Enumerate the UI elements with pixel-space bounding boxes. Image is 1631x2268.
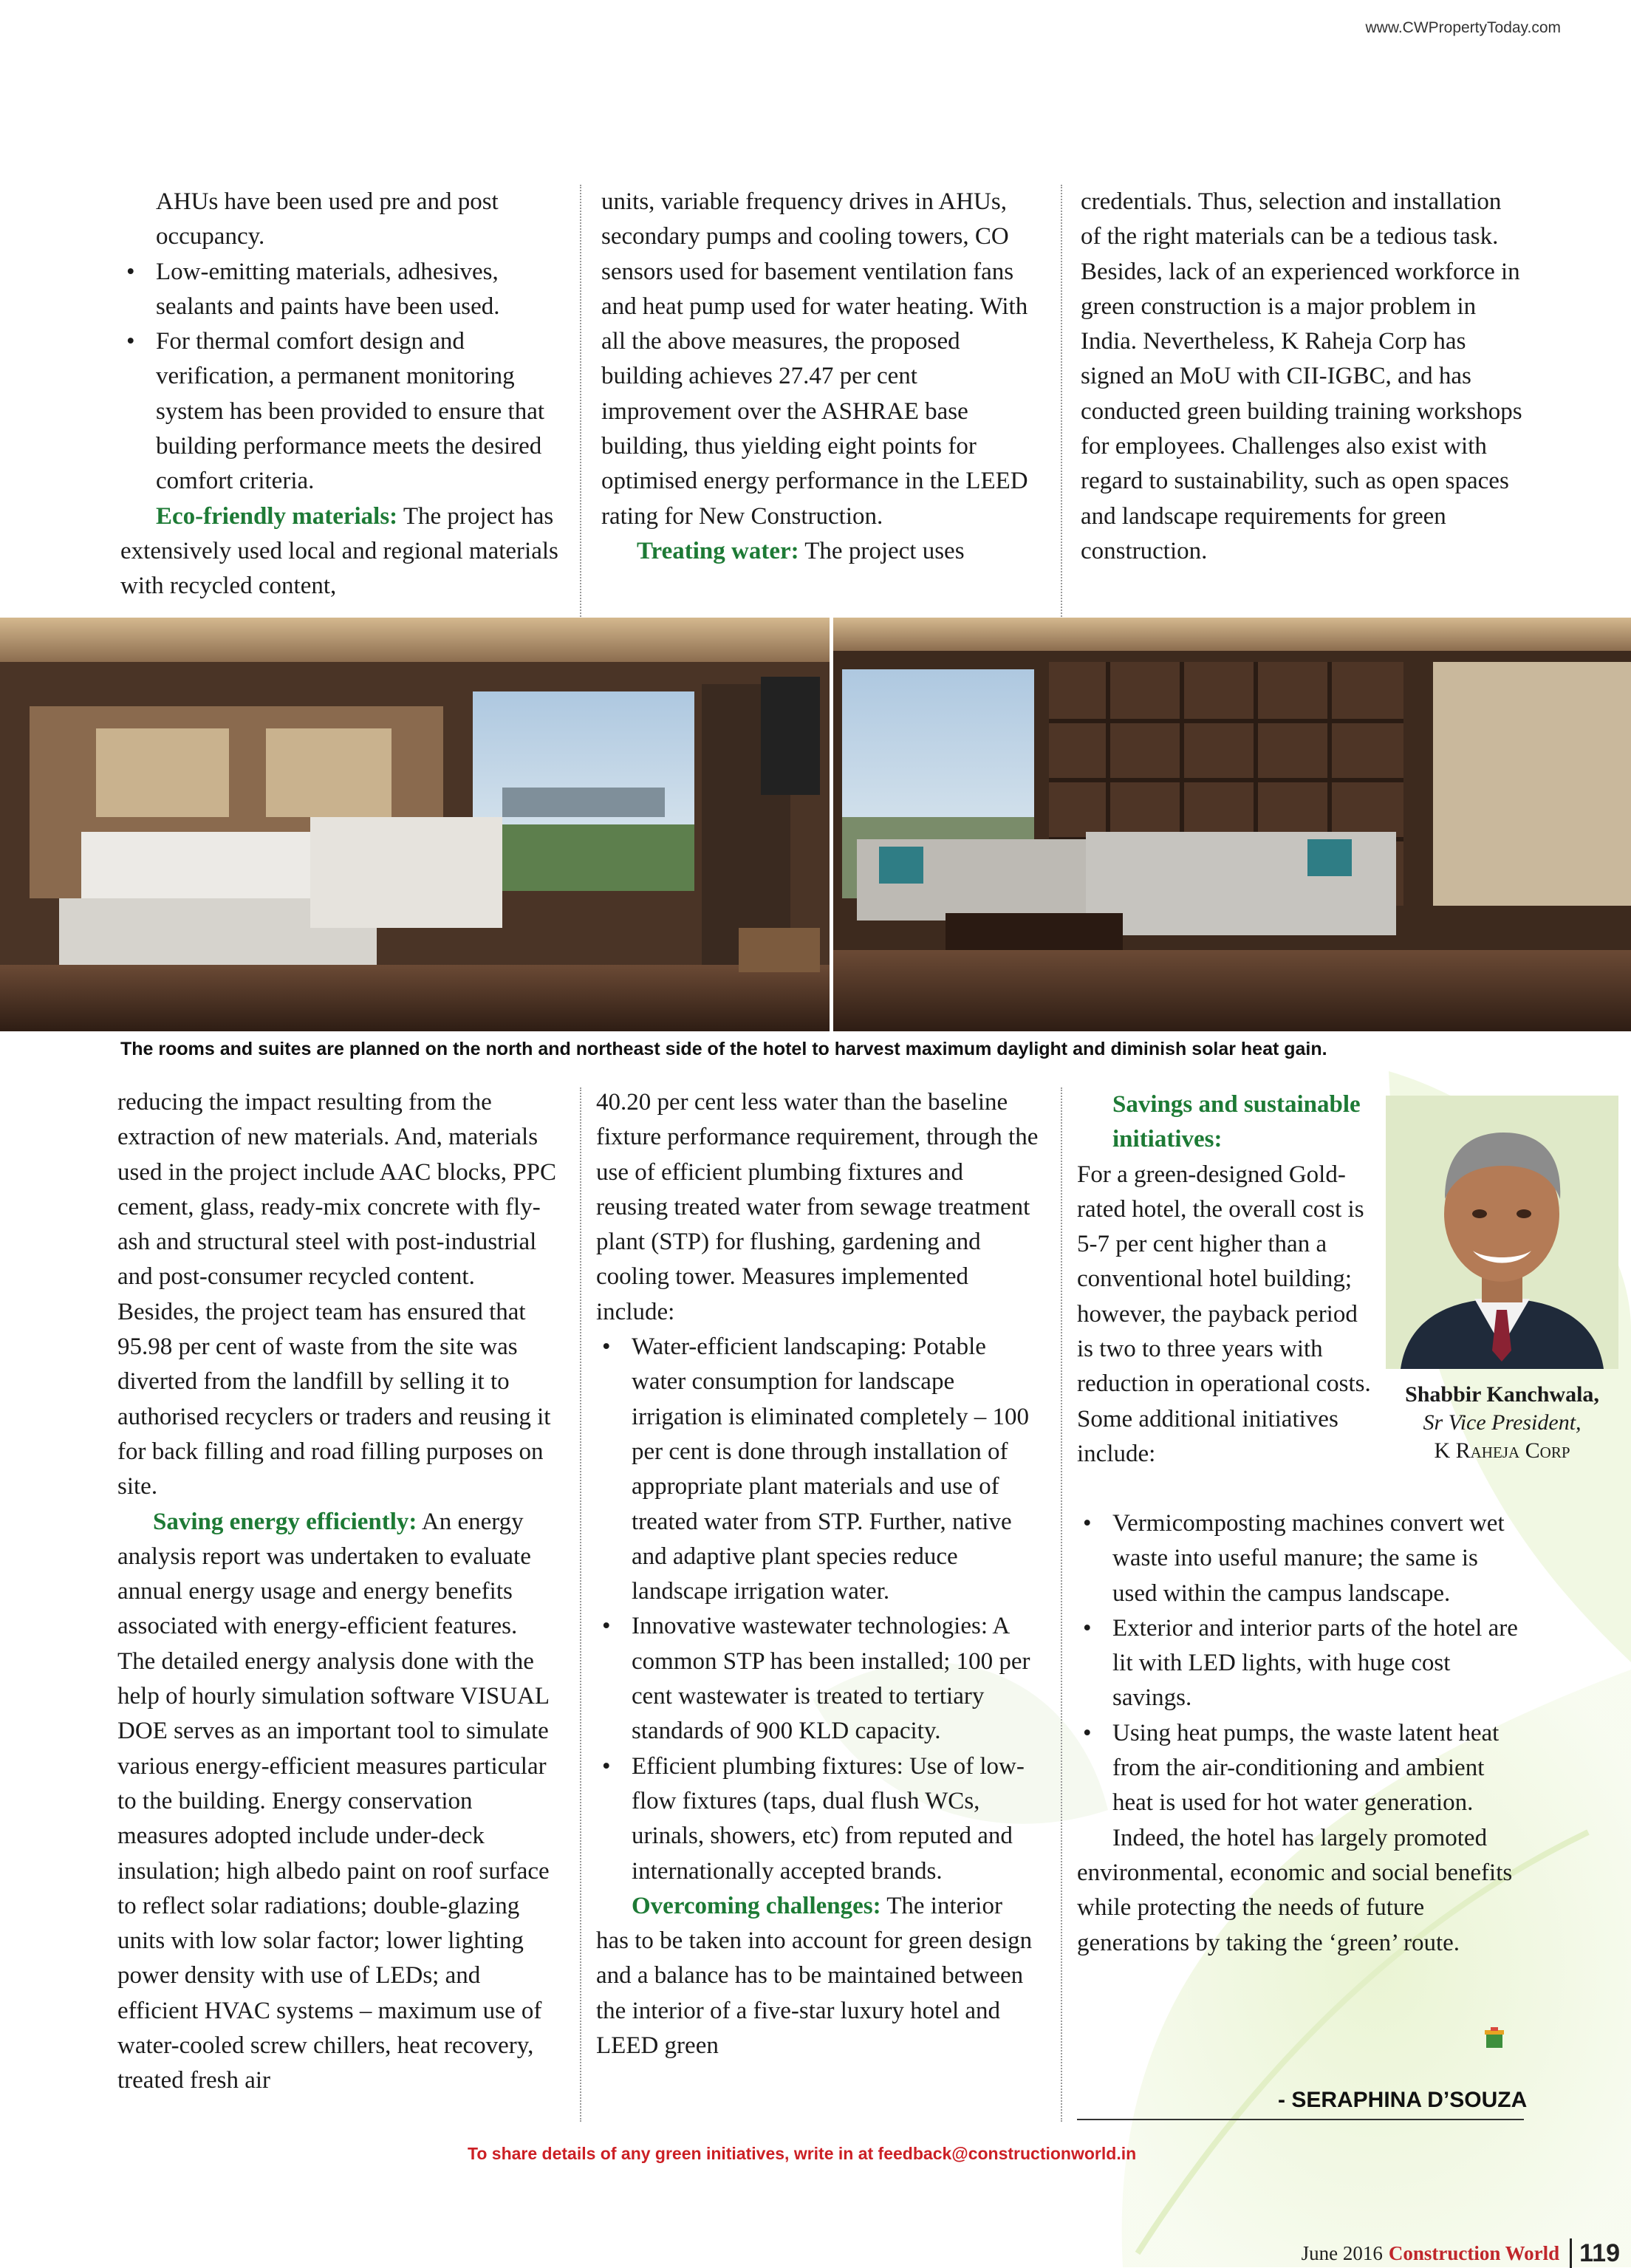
list-item: • Exterior and interior parts of the hotel are lit with LED lights, with huge cost savings. [1077,1611,1528,1716]
bullet-list [120,255,560,499]
paragraph [596,1889,1039,2063]
paragraph: 40.20 per cent less water than the baseline fixture performance requirement, through the use of efficient plumbing fixtures and reusing treated water from sewage treatment plant (STP) for flushing, gardening and cooling tower. Measures implemented include: [596,1089,1039,1325]
column-divider [1061,185,1062,617]
paragraph [120,499,560,604]
list-item: • Efficient plumbing fixtures: Use of low-flow fixtures (taps, dual flush WCs, urinals, showers, etc) from reputed and internationally accepted brands. [596,1749,1039,1889]
bullet-list [1077,1506,1528,1821]
section-heading: Eco-friendly materials: [156,502,398,530]
list-item: • For thermal comfort design and verification, a permanent monitoring system has been provided to ensure that building performance meets the desired comfort criteria. [120,324,560,499]
list-item: • Using heat pumps, the waste latent heat from the air-conditioning and ambient heat is used for hot water generation. [1077,1716,1528,1821]
hotel-room-illustration [0,618,1631,1031]
paragraph: Indeed, the hotel has largely promoted environmental, economic and social benefits while protecting the needs of future generations by taking the ‘green’ route. [1077,1824,1513,1956]
section-heading: Saving energy efficiently: [153,1508,417,1535]
share-feedback-note: To share details of any green initiatives, write in at feedback@constructionworld.in [468,2144,1137,2163]
page-number: 119 [1579,2238,1620,2267]
byline-divider [1077,2119,1524,2120]
list-item: • Water-efficient landscaping: Potable water consumption for landscape irrigation is eliminated completely – 100 per cent is done through installation of appropriate plant materials and use of treated water from STP. Further, native and adaptive plant species reduce landscape irrigation water. [596,1330,1039,1609]
photo-caption: The rooms and suites are planned on the north and northeast side of the hotel to harvest maximum daylight and diminish solar heat gain. [120,1039,1327,1059]
section-heading: Overcoming challenges: [632,1892,881,1919]
list-item: • Vermicomposting machines convert wet waste into useful manure; the same is used within the campus landscape. [1077,1506,1528,1611]
footer-separator [1570,2238,1572,2268]
page-footer [1302,2238,1620,2268]
bottom-column-3-bottom [1077,1506,1528,1961]
bullet-list [596,1330,1039,1889]
paragraph-text: The interior has to be taken into account for green design and a balance has to be maintained between the interior of a five-star luxury hotel and LEED green [596,1892,1033,2060]
paragraph [117,1505,561,2099]
issue-date: June 2016 [1301,2241,1383,2264]
paragraph: reducing the impact resulting from the extraction of new materials. And, materials used in the project include AAC blocks, PPC cement, glass, ready-mix concrete with fly-ash and structural steel with post-industrial and post-consumer recycled content. Besides, the project team has ensured that 95.98 per cent of waste from the site was diverted from the landfill by selling it to authorised recyclers or traders and reusing it for back filling and road filling purposes on site. [117,1089,556,1500]
paragraph [601,534,1041,569]
top-column-3 [1081,185,1528,569]
bottom-column-1 [117,1085,561,2099]
paragraph: credentials. Thus, selection and installation of the right materials can be a tedious task. Besides, lack of an experienced workforce in green construction is a major problem in India. Nevertheless, K Raheja Corp has signed an MoU with CII-IGBC, and has conducted green building training workshops for employees. Challenges also exist with regard to sustainability, such as open spaces and landscape requirements for green construction. [1081,188,1522,564]
author-byline: - SERAPHINA D’SOUZA [1278,2088,1528,2112]
paragraph: For a green-designed Gold-rated hotel, the overall cost is 5-7 per cent higher than a conventional hotel building; however, the payback period is two to three years with reduction in operational costs. Some additional initiatives include: [1077,1161,1371,1467]
paragraph-text: The project uses [799,537,965,564]
person-name: Shabbir Kanchwala, [1405,1382,1599,1407]
column-divider [1061,1087,1062,2122]
portrait-photo [1386,1096,1618,1369]
magazine-name: Construction World [1388,2241,1560,2264]
top-column-2 [601,185,1041,569]
recycle-bin-icon [1482,2027,1507,2049]
list-item: • Low-emitting materials, adhesives, sealants and paints have been used. [120,255,560,325]
bottom-column-3-top [1077,1087,1376,1472]
column-divider [580,1087,581,2122]
bottom-column-2 [596,1085,1039,2063]
paragraph-text: The project has extensively used local and regional materials with recycled content, [120,502,558,600]
paragraph: units, variable frequency drives in AHUs, secondary pumps and cooling towers, CO sensors used for basement ventilation fans and heat pump used for water heating. With all the above measures, the proposed building achieves 27.47 per cent improvement over the ASHRAE base building, thus yielding eight points for optimised energy performance in the LEED rating for New Construction. [601,188,1028,530]
paragraph-text: An energy analysis report was undertaken to evaluate annual energy usage and energy benefits associated with energy-efficient features. The detailed energy analysis done with the help of hourly simulation software VISUAL DOE serves as an important tool to simulate various energy-efficient measures particular to the building. Energy conservation measures adopted include under-deck insulation; high albedo paint on roof surface to reflect solar radiations; double-glazing units with low solar factor; lower lighting power density with use of LEDs; and efficient HVAC systems – maximum use of water-cooled screw chillers, heat recovery, treated fresh air [117,1508,550,2094]
person-credit [1386,1381,1618,1465]
person-role: Sr Vice President, [1423,1410,1582,1435]
top-column-1 [120,185,560,604]
list-item: • Innovative wastewater technologies: A common STP has been installed; 100 per cent wastewater is treated to tertiary standards of 900 KLD capacity. [596,1609,1039,1749]
section-heading: Savings and sustainable initiatives: [1112,1091,1361,1153]
column-divider [580,185,581,617]
paragraph [1077,1087,1376,1158]
hotel-room-photos [0,618,1631,1031]
section-heading: Treating water: [637,537,799,564]
website-url: www.CWPropertyToday.com [1365,19,1561,36]
paragraph: AHUs have been used pre and post occupancy. [156,188,499,250]
person-company: K Raheja Corp [1434,1438,1570,1463]
